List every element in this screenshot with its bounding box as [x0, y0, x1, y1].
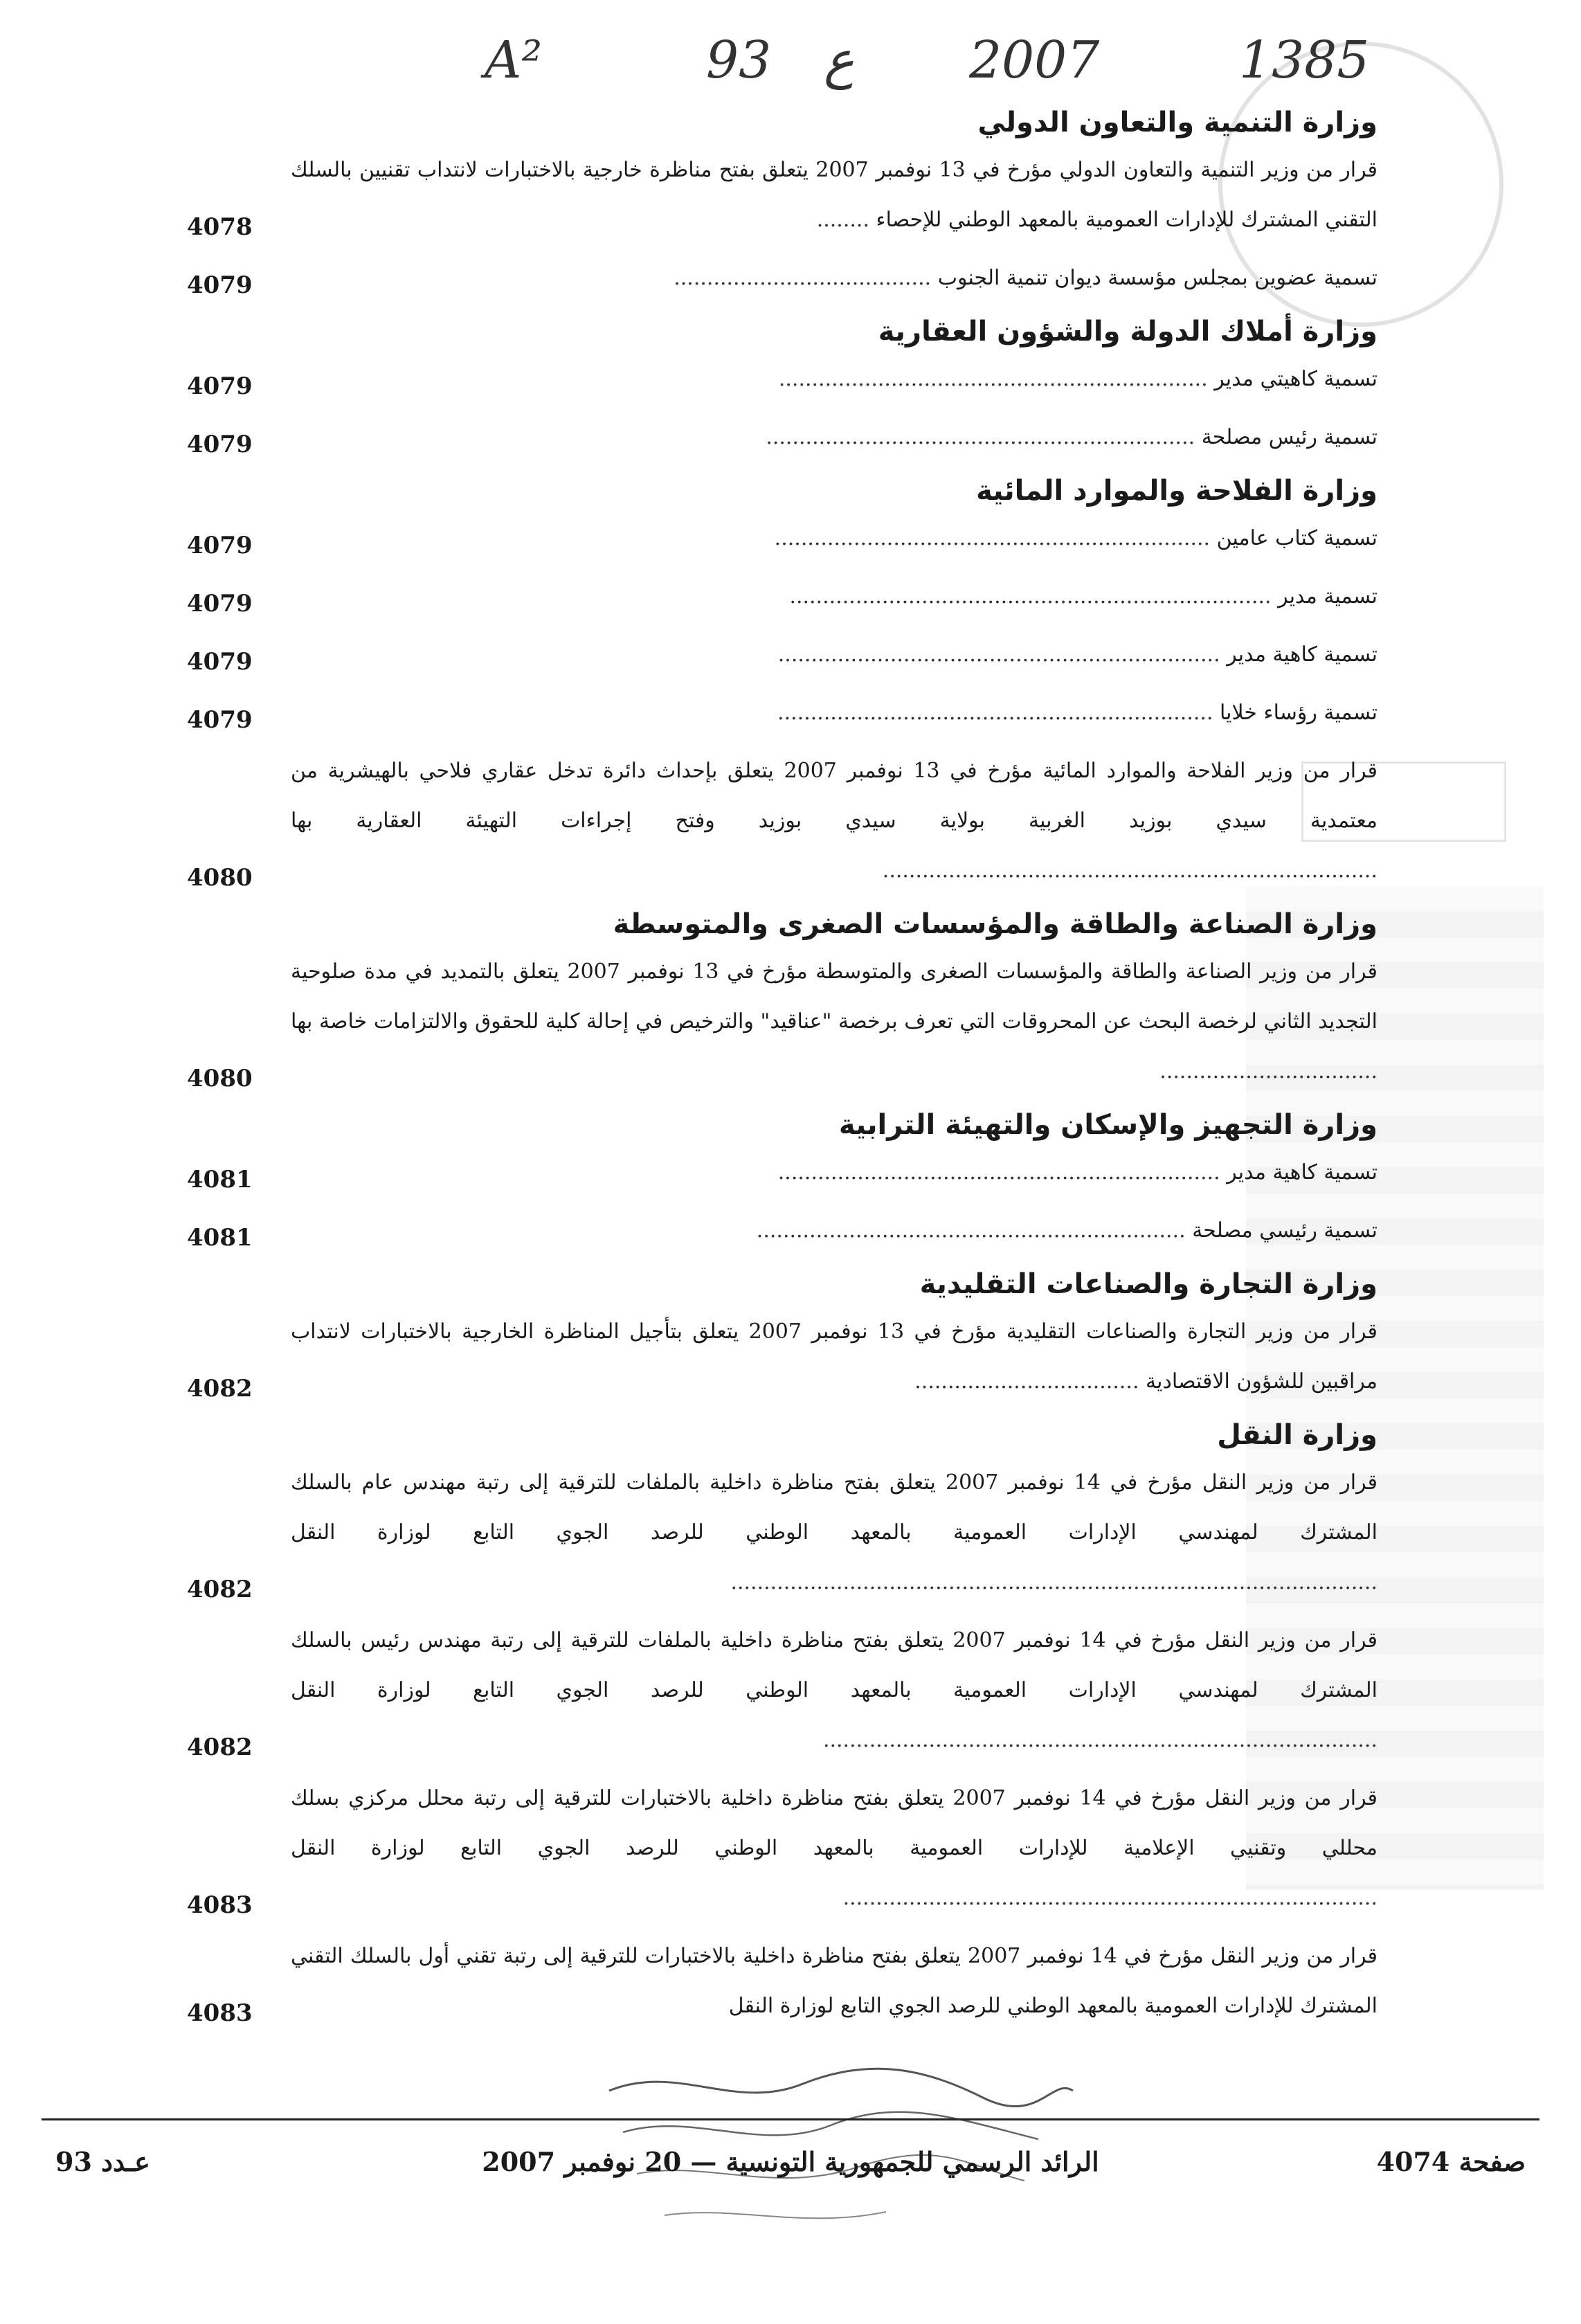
- handwritten-year: 2007: [969, 30, 1100, 90]
- entry-dots: .................................................................: [756, 1218, 1186, 1243]
- toc-section: [187, 1415, 1377, 2031]
- entry-page-number: 4079: [187, 648, 253, 676]
- entry-dots: .................................: [1159, 1059, 1377, 1083]
- toc-entry: [187, 1458, 1377, 1607]
- toc-section: [187, 1264, 1377, 1407]
- toc-entry: [187, 514, 1377, 564]
- entry-page-number: 4079: [187, 271, 253, 299]
- entry-page-number: 4083: [187, 1999, 253, 2027]
- section-title: وزارة أملاك الدولة والشؤون العقارية: [878, 316, 1377, 348]
- entry-page-number: 4082: [187, 1733, 253, 1761]
- entry-text: تسمية مدير: [1278, 584, 1377, 609]
- entry-dots: ....................................................................................: [822, 1728, 1377, 1752]
- toc-entry: [187, 1206, 1377, 1256]
- toc-entry: [187, 354, 1377, 404]
- entry-page-number: 4083: [187, 1891, 253, 1919]
- handwritten-letter: ع: [824, 30, 855, 90]
- toc-entry: [187, 947, 1377, 1097]
- toc-section: [187, 471, 1377, 896]
- entry-page-number: 4079: [187, 706, 253, 734]
- entry-text: تسمية رئيسي مصلحة: [1192, 1218, 1377, 1243]
- toc-section: [187, 904, 1377, 1097]
- handwritten-ref: A²: [485, 30, 543, 90]
- entry-text: تسمية كاهيتي مدير: [1214, 367, 1377, 391]
- entry-page-number: 4079: [187, 590, 253, 618]
- section-title: وزارة التنمية والتعاون الدولي: [977, 107, 1377, 138]
- entry-page-number: 4079: [187, 431, 253, 458]
- entry-dots: ..................................................................: [774, 526, 1211, 550]
- entry-page-number: 4079: [187, 372, 253, 400]
- entry-dots: ...................................................................: [777, 1160, 1220, 1184]
- toc-entry: [187, 1931, 1377, 2031]
- entry-text: تسمية رؤساء خلايا: [1220, 701, 1377, 725]
- entry-text: قرار من وزير النقل مؤرخ في 14 نوفمبر 2007 يتعلق بفتح مناظرة داخلية بالملفات للترقية إلى رتبة مهندس رئيس بالسلك المشترك لمهندسي الإدارات العمومية بالمعهد الوطني للرصد الجوي التابع لوزارة النقل: [291, 1628, 1377, 1702]
- entry-page-number: 4081: [187, 1224, 253, 1252]
- toc-entry: [187, 1774, 1377, 1923]
- entry-page-number: 4082: [187, 1576, 253, 1603]
- footer-rule: [42, 2118, 1539, 2120]
- footer-page-label: صفحة 4074: [1376, 2146, 1526, 2177]
- entry-text: تسمية كتاب عامين: [1216, 526, 1377, 550]
- section-title: وزارة التجهيز والإسكان والتهيئة الترابية: [838, 1109, 1377, 1141]
- entry-text: قرار من وزير التجارة والصناعات التقليدية مؤرخ في 13 نوفمبر 2007 يتعلق بتأجيل المناظرة الخارجية بالاختبارات لانتداب مراقبين للشؤون الاقتصادية: [291, 1319, 1377, 1394]
- entry-dots: ..................................................................................................: [730, 1570, 1377, 1594]
- toc-section: [187, 1105, 1377, 1256]
- entry-text: تسمية رئيس مصلحة: [1201, 425, 1377, 449]
- entry-page-number: 4079: [187, 532, 253, 559]
- entry-page-number: 4080: [187, 864, 253, 892]
- entry-page-number: 4081: [187, 1166, 253, 1193]
- entry-page-number: 4082: [187, 1375, 253, 1403]
- section-title: وزارة النقل: [1217, 1419, 1377, 1451]
- toc-entry: [187, 1616, 1377, 1765]
- entry-text: قرار من وزير النقل مؤرخ في 14 نوفمبر 2007 يتعلق بفتح مناظرة داخلية بالاختبارات للترقية إلى رتبة تقني أول بالسلك التقني المشترك للإدارات العمومية بالمعهد الوطني للرصد الجوي التابع لوزارة النقل: [291, 1944, 1378, 2018]
- toc-entry: [187, 688, 1377, 738]
- section-title: وزارة الصناعة والطاقة والمؤسسات الصغرى والمتوسطة: [613, 908, 1377, 940]
- toc-entry: [187, 746, 1377, 896]
- entry-dots: .................................................................................: [842, 1886, 1377, 1910]
- handwritten-code: 1385: [1239, 30, 1370, 90]
- handwritten-number: 93: [706, 30, 772, 90]
- entry-dots: ........: [816, 208, 869, 232]
- toc-entry: [187, 630, 1377, 680]
- entry-dots: .........................................................................: [789, 584, 1272, 609]
- toc-entry: [187, 572, 1377, 622]
- entry-dots: ...................................................................: [777, 642, 1220, 667]
- entry-dots: .................................................................: [766, 425, 1195, 449]
- entry-text: تسمية كاهية مدير: [1227, 1160, 1377, 1184]
- toc-section: [187, 312, 1377, 462]
- toc-entry: [187, 145, 1377, 245]
- entry-dots: ...........................................................................: [882, 858, 1377, 883]
- entry-text: تسمية كاهية مدير: [1227, 642, 1377, 667]
- entry-text: قرار من وزير الفلاحة والموارد المائية مؤرخ في 13 نوفمبر 2007 يتعلق بإحداث دائرة تدخل عقاري فلاحي بالهيشرية من معتمدية سيدي بوزيد الغربية بولاية سيدي بوزيد وفتح إجراءات التهيئة العقارية بها: [291, 759, 1378, 833]
- toc-entry: [187, 413, 1377, 462]
- footer-publication: الرائد الرسمي للجمهورية التونسية — 20 نوفمبر 2007: [482, 2146, 1099, 2177]
- entry-text: تسمية عضوين بمجلس مؤسسة ديوان تنمية الجنوب: [937, 266, 1377, 290]
- toc-section: [187, 102, 1377, 303]
- entry-text: قرار من وزير الصناعة والطاقة والمؤسسات الصغرى والمتوسطة مؤرخ في 13 نوفمبر 2007 يتعلق بالتمديد في مدة صلوحية التجديد الثاني لرخصة البحث عن المحروقات التي تعرف برخصة "عناقيد" والترخيص في إحالة كلية للحقوق والالتزامات خاصة بها: [291, 960, 1377, 1034]
- entry-dots: ..................................: [914, 1369, 1139, 1394]
- section-title: وزارة الفلاحة والموارد المائية: [976, 475, 1377, 507]
- entry-text: قرار من وزير النقل مؤرخ في 14 نوفمبر 2007 يتعلق بفتح مناظرة داخلية بالاختبارات للترقية إلى رتبة محلل مركزي بسلك محللي وتقنيي الإعلامية للإدارات العمومية بالمعهد الوطني للرصد الجوي التابع لوزارة النقل: [291, 1786, 1377, 1860]
- toc-entry: [187, 1307, 1377, 1407]
- entry-page-number: 4078: [187, 213, 253, 241]
- entry-dots: ..................................................................: [777, 701, 1213, 725]
- footer-issue: عـدد 93: [55, 2146, 150, 2177]
- entry-text: قرار من وزير النقل مؤرخ في 14 نوفمبر 2007 يتعلق بفتح مناظرة داخلية بالملفات للترقية إلى رتبة مهندس عام بالسلك المشترك لمهندسي الإدارات العمومية بالمعهد الوطني للرصد الجوي التابع لوزارة النقل: [291, 1470, 1377, 1544]
- entry-page-number: 4080: [187, 1065, 253, 1092]
- toc-entry: [187, 1148, 1377, 1198]
- table-of-contents: [187, 102, 1377, 2039]
- entry-dots: .................................................................: [778, 367, 1208, 391]
- toc-entry: [187, 253, 1377, 303]
- entry-dots: .......................................: [674, 266, 932, 290]
- section-title: وزارة التجارة والصناعات التقليدية: [919, 1268, 1377, 1300]
- entry-text: قرار من وزير التنمية والتعاون الدولي مؤرخ في 13 نوفمبر 2007 يتعلق بفتح مناظرة خارجية بالاختبارات لانتداب تقنيين بالسلك التقني المشترك للإدارات العمومية بالمعهد الوطني للإحصاء: [291, 158, 1378, 232]
